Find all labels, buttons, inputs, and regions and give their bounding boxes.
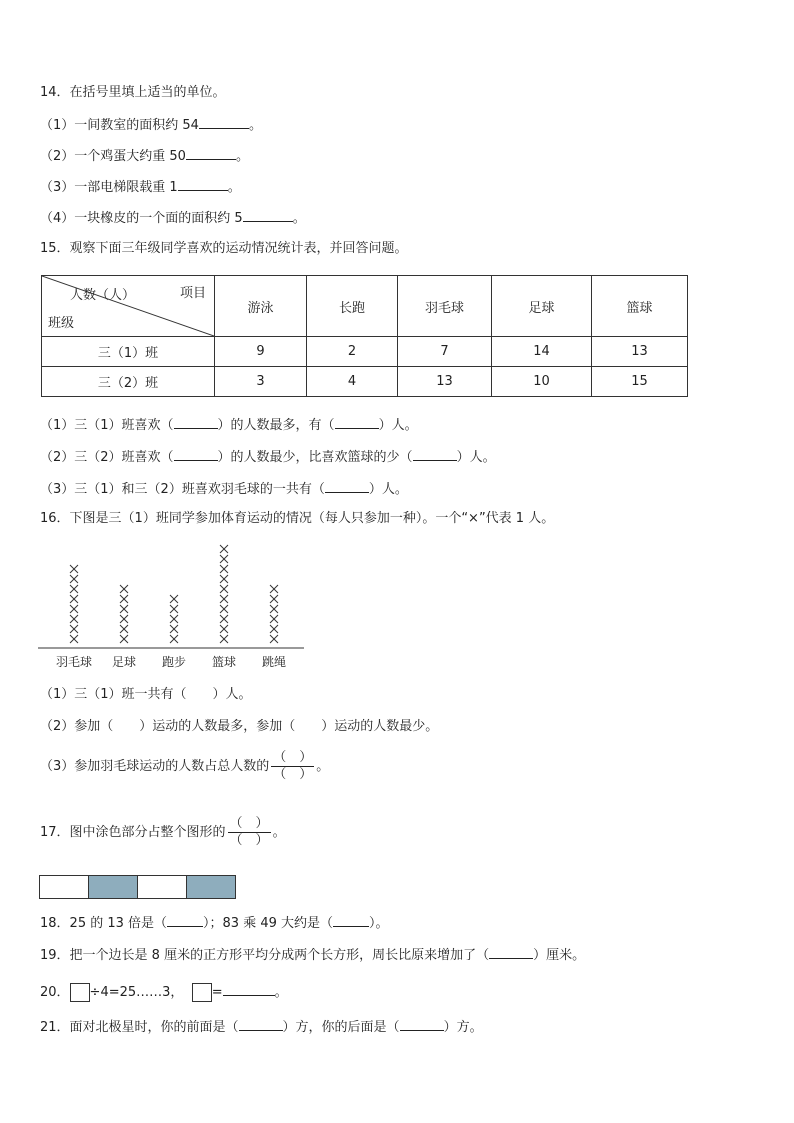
x-mark (270, 625, 278, 633)
sports-stats-table (41, 275, 688, 397)
answer-box[interactable] (70, 983, 90, 1002)
x-mark (120, 635, 128, 643)
answer-blank[interactable] (178, 178, 228, 191)
corner-label-class: 班级 (48, 316, 75, 331)
x-mark (270, 635, 278, 643)
corner-label-item: 项目 (179, 286, 206, 301)
fraction-numerator[interactable]: （ ） (273, 750, 313, 765)
q20 (40, 982, 288, 1004)
q14-title: 14．在括号里填上适当的单位。 (40, 85, 226, 100)
x-mark (220, 635, 228, 643)
x-mark (220, 575, 228, 583)
q17-title-end: 。 (272, 825, 286, 840)
x-mark (170, 595, 178, 603)
strip-segment (138, 876, 187, 898)
q17-title (40, 816, 286, 850)
strip-segment (89, 876, 138, 898)
column-header: 篮球 (592, 276, 688, 337)
x-mark (170, 615, 178, 623)
q15-sub-1-text: ）人。 (378, 418, 418, 433)
answer-blank[interactable] (223, 983, 275, 996)
q15-sub-2 (40, 448, 496, 467)
q15-sub-3 (40, 480, 408, 499)
x-mark (120, 625, 128, 633)
answer-blank[interactable] (243, 209, 293, 222)
x-mark (170, 605, 178, 613)
x-mark (120, 595, 128, 603)
column-header: 羽毛球 (398, 276, 492, 337)
x-mark (220, 585, 228, 593)
x-mark (220, 605, 228, 613)
table-cell: 14 (492, 337, 592, 367)
q15-sub-1-text: ）的人数最多，有（ (217, 418, 335, 433)
row-label: 三（2）班 (42, 367, 215, 397)
x-mark (270, 585, 278, 593)
answer-blank[interactable] (413, 448, 457, 461)
x-mark (70, 625, 78, 633)
q21-text: 21．面对北极星时，你的前面是（ (40, 1020, 239, 1035)
answer-blank[interactable] (199, 116, 249, 129)
q14-item-4-text: （4）一块橡皮的一个面的面积约 5 (40, 211, 243, 226)
q19-text: 19．把一个边长是 8 厘米的正方形平均分成两个长方形，周长比原来增加了（ (40, 948, 490, 963)
q21 (40, 1018, 483, 1037)
q15-title: 15．观察下面三年级同学喜欢的运动情况统计表，并回答问题。 (40, 241, 408, 256)
category-label: 足球 (111, 655, 137, 669)
table-cell: 13 (398, 367, 492, 397)
answer-blank[interactable] (335, 416, 379, 429)
q14-item-4-end: 。 (292, 211, 306, 226)
x-mark (70, 605, 78, 613)
answer-blank[interactable] (325, 480, 369, 493)
x-mark (170, 625, 178, 633)
q16-sub-1: （1）三（1）班一共有（ ）人。 (40, 687, 252, 702)
category-label: 篮球 (211, 655, 237, 669)
q16-title: 16．下图是三（1）班同学参加体育运动的情况（每人只参加一种）。一个“×”代表 1 人。 (40, 511, 555, 526)
q18-text: ）。 (369, 916, 389, 931)
category-label: 羽毛球 (55, 655, 93, 669)
q14-item-2-end: 。 (235, 149, 249, 164)
q14-item-3-text: （3）一部电梯限载重 1 (40, 180, 178, 195)
answer-box[interactable] (192, 983, 212, 1002)
x-mark (120, 605, 128, 613)
q21-text: ）方。 (443, 1020, 483, 1035)
shaded-strip (39, 875, 236, 899)
answer-blank[interactable] (174, 448, 218, 461)
column-header: 长跑 (307, 276, 398, 337)
fraction-numerator[interactable]: （ ） (229, 816, 269, 831)
x-mark (70, 585, 78, 593)
q14-item-3-end: 。 (227, 180, 241, 195)
x-mark (70, 575, 78, 583)
answer-fraction[interactable] (228, 816, 271, 849)
q15-sub-2-text: （2）三（2）班喜欢（ (40, 450, 174, 465)
q14-item-1 (40, 116, 262, 135)
x-mark (220, 615, 228, 623)
table-cell: 13 (592, 337, 688, 367)
q18 (40, 914, 389, 933)
answer-blank[interactable] (400, 1018, 444, 1031)
x-mark (220, 565, 228, 573)
x-mark (70, 595, 78, 603)
q18-text: 18．25 的 13 倍是（ (40, 916, 168, 931)
x-mark (270, 595, 278, 603)
q16-sub-3-text: （3）参加羽毛球运动的人数占总人数的 (40, 759, 270, 774)
q16-sub-3 (40, 750, 329, 784)
table-cell: 15 (592, 367, 688, 397)
answer-blank[interactable] (186, 147, 236, 160)
x-mark (70, 635, 78, 643)
table-corner-cell (42, 276, 215, 337)
q17-title-text: 17．图中涂色部分占整个图形的 (40, 825, 226, 840)
x-mark-group (70, 545, 278, 643)
q20-text: 。 (274, 985, 288, 1000)
q20-text: = (211, 985, 223, 1000)
strip-segment (187, 876, 235, 898)
x-mark (270, 605, 278, 613)
q16-sub-3-end: 。 (316, 759, 330, 774)
x-mark (220, 555, 228, 563)
q18-text: ）；83 乘 49 大约是（ (203, 916, 334, 931)
q16-sub-2: （2）参加（ ）运动的人数最多，参加（ ）运动的人数最少。 (40, 719, 439, 734)
x-mark (70, 615, 78, 623)
q14-item-3 (40, 178, 241, 197)
q14-item-2 (40, 147, 249, 166)
category-label-group (56, 654, 286, 669)
q15-sub-3-text: （3）三（1）和三（2）班喜欢羽毛球的一共有（ (40, 482, 325, 497)
table-cell: 2 (307, 337, 398, 367)
column-header: 游泳 (215, 276, 307, 337)
table-row (42, 367, 688, 397)
x-mark (120, 615, 128, 623)
x-mark (270, 615, 278, 623)
strip-segment (40, 876, 89, 898)
table-cell: 3 (215, 367, 307, 397)
fraction-denominator[interactable]: （ ） (229, 833, 269, 848)
table-cell: 10 (492, 367, 592, 397)
q15-sub-1-text: （1）三（1）班喜欢（ (40, 418, 174, 433)
q15-sub-3-text: ）人。 (368, 482, 408, 497)
x-mark (220, 595, 228, 603)
answer-blank[interactable] (333, 914, 369, 927)
row-label: 三（1）班 (42, 337, 215, 367)
category-label: 跑步 (161, 655, 187, 669)
answer-blank[interactable] (167, 914, 203, 927)
answer-fraction[interactable] (271, 750, 314, 783)
q15-sub-2-text: ）的人数最少，比喜欢篮球的少（ (217, 450, 413, 465)
x-mark (120, 585, 128, 593)
fraction-denominator[interactable]: （ ） (273, 767, 313, 782)
q14-item-2-text: （2）一个鸡蛋大约重 50 (40, 149, 186, 164)
q19 (40, 946, 585, 965)
q20-text: 20． (40, 985, 70, 1000)
x-mark (220, 625, 228, 633)
table-cell: 7 (398, 337, 492, 367)
q14-item-4 (40, 209, 306, 228)
answer-blank[interactable] (174, 416, 218, 429)
q14-item-1-end: 。 (248, 118, 262, 133)
q15-sub-2-text: ）人。 (456, 450, 496, 465)
x-mark (220, 545, 228, 553)
q21-text: ）方，你的后面是（ (282, 1020, 400, 1035)
q20-text: ÷4=25……3， (89, 985, 184, 1000)
table-row (42, 337, 688, 367)
table-cell: 4 (307, 367, 398, 397)
q19-text: ）厘米。 (533, 948, 586, 963)
x-mark (70, 565, 78, 573)
corner-label-count: 人数（人） (70, 288, 136, 303)
answer-blank[interactable] (239, 1018, 283, 1031)
table-cell: 9 (215, 337, 307, 367)
q15-sub-1 (40, 416, 418, 435)
x-mark-chart (38, 535, 308, 675)
q14-item-1-text: （1）一间教室的面积约 54 (40, 118, 199, 133)
category-label: 跳绳 (261, 655, 287, 669)
x-mark (170, 635, 178, 643)
column-header: 足球 (492, 276, 592, 337)
answer-blank[interactable] (489, 946, 533, 959)
